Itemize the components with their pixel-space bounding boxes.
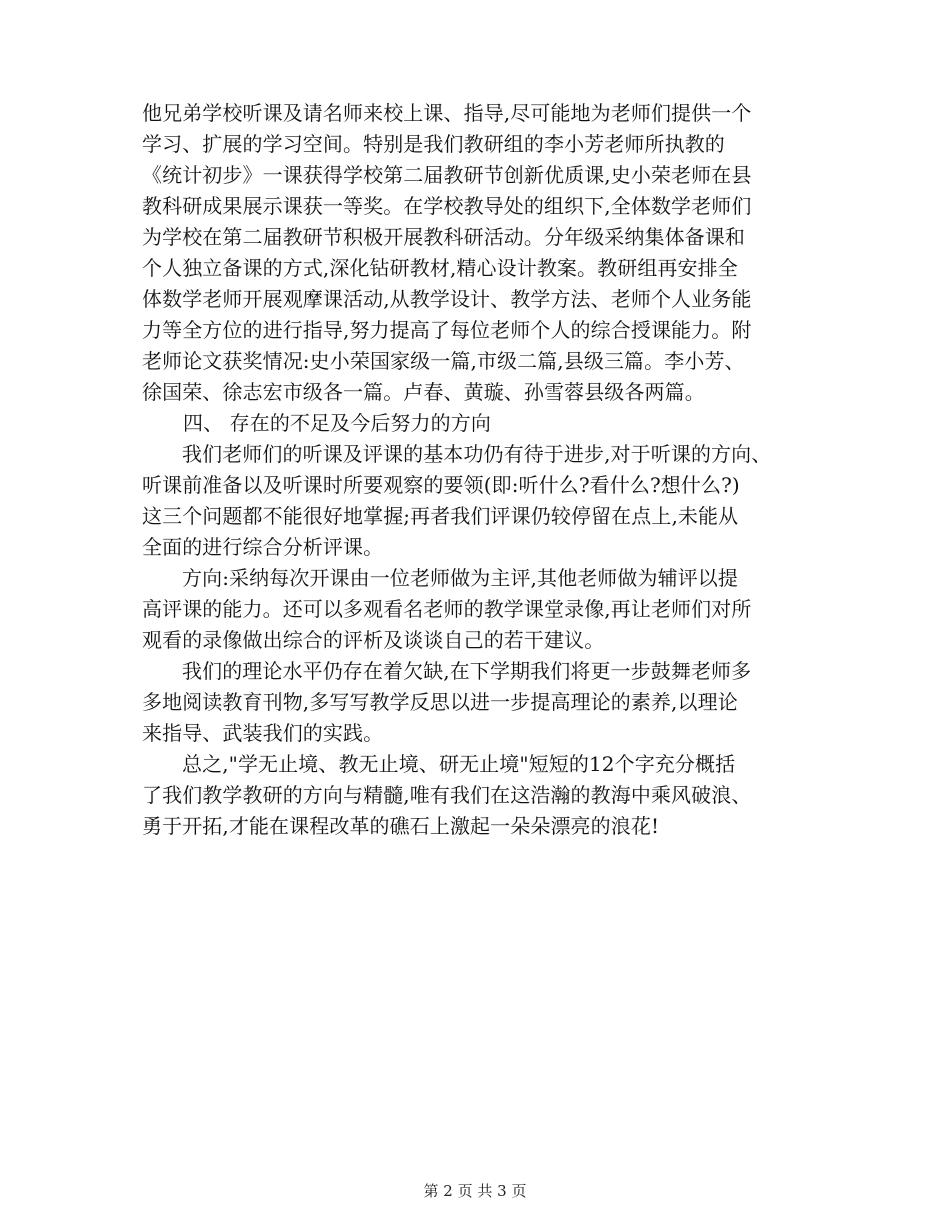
- document-body: [142, 98, 832, 842]
- text-line-22: 总之,"学无止境、教无止境、研无止境"短短的12个字充分概括: [182, 752, 736, 776]
- text-line-5: 为学校在第二届教研节积极开展教科研活动。分年级采纳集体备课和: [142, 225, 745, 249]
- text-line-2: 学习、扩展的学习空间。特别是我们教研组的李小芳老师所执教的: [142, 132, 725, 156]
- page-footer: [0, 1181, 950, 1201]
- text-line-8: 力等全方位的进行指导,努力提高了每位老师个人的综合授课能力。附: [142, 318, 752, 342]
- text-line-9: 老师论文获奖情况:史小荣国家级一篇,市级二篇,县级三篇。李小芳、: [142, 349, 745, 373]
- text-line-7: 体数学老师开展观摩课活动,从教学设计、教学方法、老师个人业务能: [142, 287, 752, 311]
- text-line-13: 听课前准备以及听课时所要观察的要领(即:听什么?看什么?想什么?): [142, 473, 740, 497]
- text-line-19: 我们的理论水平仍存在着欠缺,在下学期我们将更一步鼓舞老师多: [182, 659, 752, 683]
- text-line-6: 个人独立备课的方式,深化钻研教材,精心设计教案。教研组再安排全: [142, 256, 738, 280]
- text-line-18: 观看的录像做出综合的评析及谈谈自己的若干建议。: [142, 628, 605, 652]
- text-line-12: 我们老师们的听课及评课的基本功仍有待于进步,对于听课的方向、: [182, 442, 772, 466]
- text-line-16: 方向:采纳每次开课由一位老师做为主评,其他老师做为辅评以提: [182, 566, 738, 590]
- text-line-14: 这三个问题都不能很好地掌握;再者我们评课仍较停留在点上,未能从: [142, 504, 739, 528]
- text-line-3: 《统计初步》一课获得学校第二届教研节创新优质课,史小荣老师在县: [142, 163, 752, 187]
- text-line-23: 了我们教学教研的方向与精髓,唯有我们在这浩瀚的教海中乘风破浪、: [142, 783, 752, 807]
- text-line-20: 多地阅读教育刊物,多写写教学反思以进一步提高理论的素养,以理论: [142, 690, 738, 714]
- text-line-24: 勇于开拓,才能在课程改革的礁石上激起一朵朵漂亮的浪花!: [142, 814, 660, 838]
- text-line-10: 徐国荣、徐志宏市级各一篇。卢春、黄璇、孙雪蓉县级各两篇。: [142, 380, 705, 404]
- text-line-21: 来指导、武装我们的实践。: [142, 721, 384, 745]
- text-line-15: 全面的进行综合分析评课。: [142, 535, 384, 559]
- page-number-label: 第 2 页 共 3 页: [423, 1182, 527, 1200]
- text-line-1: 他兄弟学校听课及请名师来校上课、指导,尽可能地为老师们提供一个: [142, 101, 752, 125]
- text-line-17: 高评课的能力。还可以多观看名老师的教学课堂录像,再让老师们对所: [142, 597, 752, 621]
- text-line-4: 教科研成果展示课获一等奖。在学校教导处的组织下,全体数学老师们: [142, 194, 752, 218]
- section-heading: 四、 存在的不足及今后努力的方向: [183, 411, 491, 435]
